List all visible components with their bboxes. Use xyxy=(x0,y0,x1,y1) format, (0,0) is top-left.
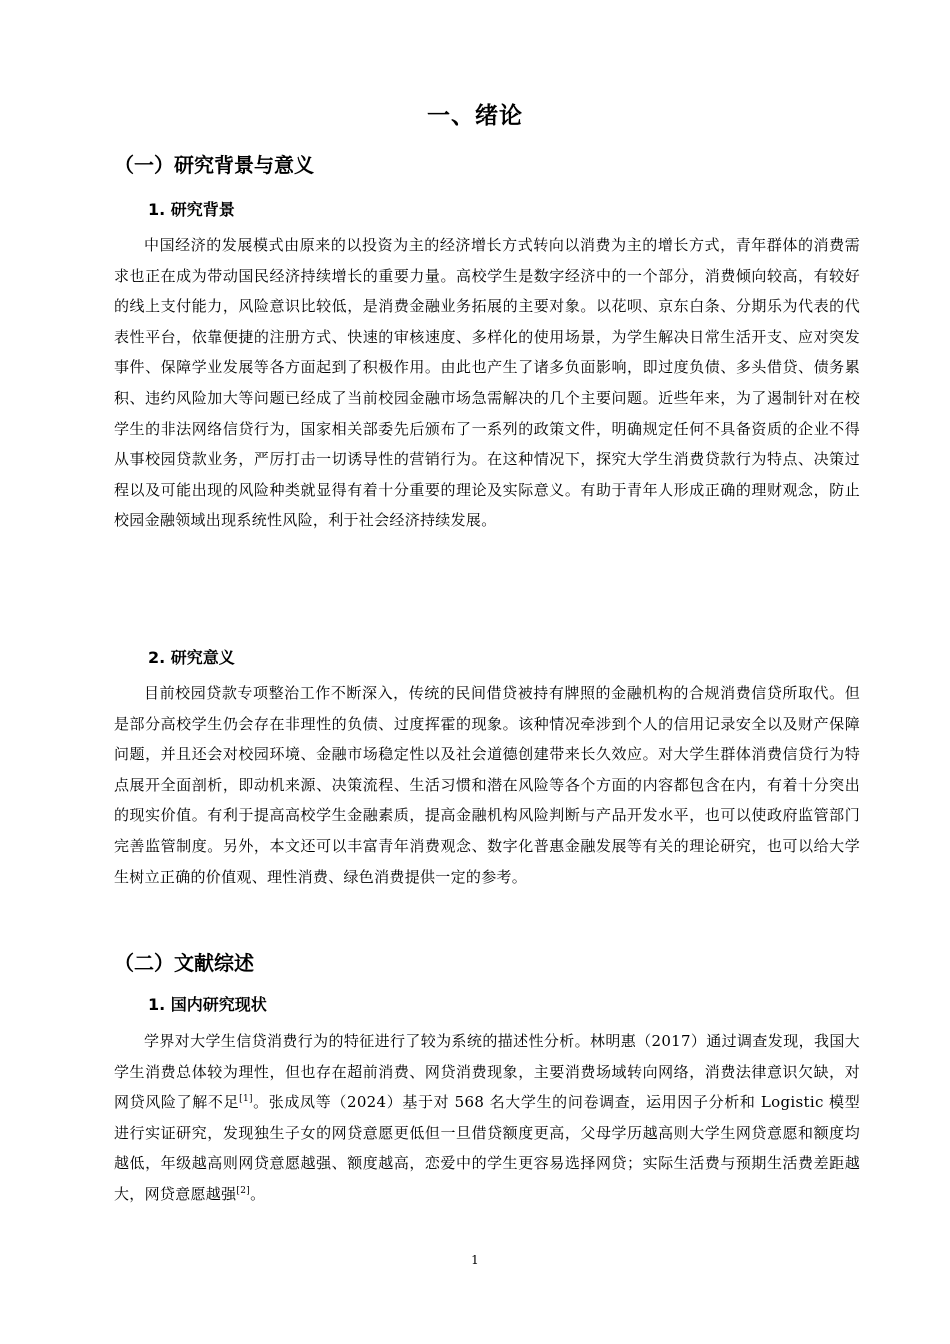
section-heading-literature-review: （二）文献综述 xyxy=(114,951,254,975)
paragraph-significance: 目前校园贷款专项整治工作不断深入，传统的民间借贷被持有牌照的金融机构的合规消费信贷所取代。但是部分高校学生仍会存在非理性的负债、过度挥霍的现象。该种情况牵涉到个人的信用记录安全以及财产保障问题，并且还会对校园环境、金融市场稳定性以及社会道德创建带来长久效应。对大学生群体消费信贷行为特点展开全面剖析，即动机来源、决策流程、生活习惯和潜在风险等各个方面的内容都包含在内，有着十分突出的现实价值。有利于提高高校学生金融素质，提高金融机构风险判断与产品开发水平，也可以使政府监管部门完善监管制度。另外，本文还可以丰富青年消费观念、数字化普惠金融发展等有关的理论研究，也可以给大学生树立正确的价值观、理性消费、绿色消费提供一定的参考。 xyxy=(114,684,860,886)
paragraph-domestic-research xyxy=(114,1026,860,1210)
citation-ref-2: [2] xyxy=(236,1185,251,1196)
paragraph-text-part3: 。 xyxy=(250,1184,266,1203)
paragraph-background: 中国经济的发展模式由原来的以投资为主的经济增长方式转向以消费为主的增长方式，青年群体的消费需求也正在成为带动国民经济持续增长的重要力量。高校学生是数字经济中的一个部分，消费倾向较高，有较好的线上支付能力，风险意识比较低，是消费金融业务拓展的主要对象。以花呗、京东白条、分期乐为代表的代表性平台，依靠便捷的注册方式、快速的审核速度、多样化的使用场景，为学生解决日常生活开支、应对突发事件、保障学业发展等各方面起到了积极作用。由此也产生了诸多负面影响，即过度负债、多头借贷、债务累积、违约风险加大等问题已经成了当前校园金融市场急需解决的几个主要问题。近些年来，为了遏制针对在校学生的非法网络信贷行为，国家相关部委先后颁布了一系列的政策文件，明确规定任何不具备资质的企业不得从事校园贷款业务，严厉打击一切诱导性的营销行为。在这种情况下，探究大学生消费贷款行为特点、决策过程以及可能出现的风险种类就显得有着十分重要的理论及实际意义。有助于青年人形成正确的理财观念，防止校园金融领域出现系统性风险，利于社会经济持续发展。 xyxy=(114,236,860,530)
paragraph-text-part2: 。张成凤等（2024）基于对 568 名大学生的问卷调查，运用因子分析和 Logistic 模型进行实证研究，发现独生子女的网贷意愿更低但一旦借贷额度更高，父母学历越高则大学生网贷意愿和额度均越低，年级越高则网贷意愿越强、额度越高，恋爱中的学生更容易选择网贷；实际生活费与预期生活费差距越大，网贷意愿越强 xyxy=(114,1093,860,1203)
subsection-heading-background: 1. 研究背景 xyxy=(148,200,235,219)
citation-ref-1: [1] xyxy=(239,1094,253,1105)
paragraph-text-part1: 学界对大学生信贷消费行为的特征进行了较为系统的描述性分析。林明惠（2017）通过调查发现，我国大学生消费总体较为理性，但也存在超前消费、网贷消费现象，主要消费场域转向网络，消费法律意识欠缺，对网贷风险了解不足 xyxy=(114,1032,860,1112)
subsection-heading-significance: 2. 研究意义 xyxy=(148,648,235,667)
chapter-title: 一、绪论 xyxy=(427,103,523,129)
section-heading-background: （一）研究背景与意义 xyxy=(114,153,314,177)
page-number: 1 xyxy=(471,1253,479,1267)
subsection-heading-domestic-research: 1. 国内研究现状 xyxy=(148,995,267,1014)
